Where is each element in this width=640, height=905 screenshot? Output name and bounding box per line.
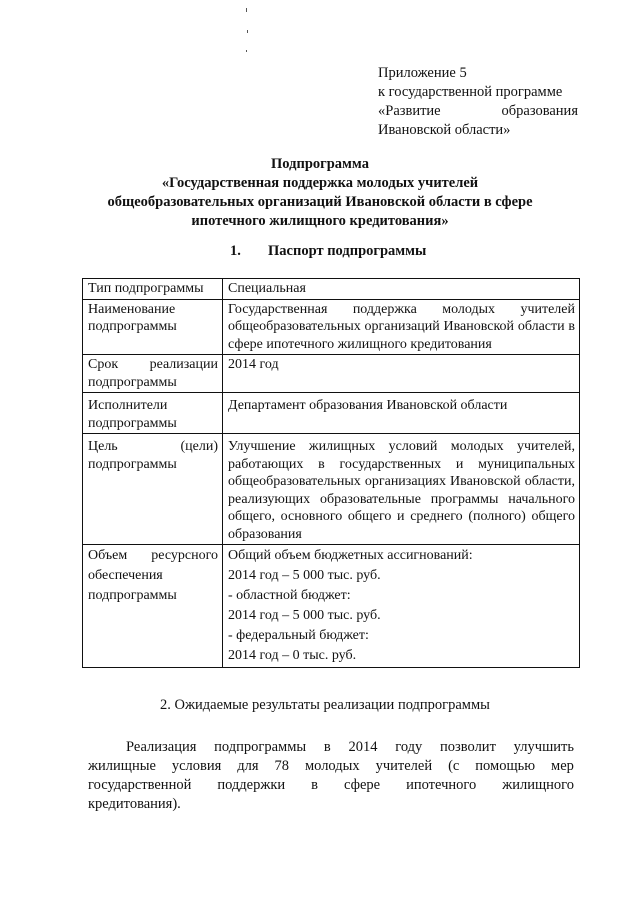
table-row xyxy=(83,545,580,668)
word: поддержки xyxy=(217,777,286,793)
paragraph-line xyxy=(88,738,574,757)
funding-line: Общий объем бюджетных ассигнований: xyxy=(228,548,473,563)
label-line: подпрограммы xyxy=(88,588,177,603)
appendix-region: Ивановской области» xyxy=(378,122,511,138)
row-value: Специальная xyxy=(223,279,580,300)
scan-speck xyxy=(246,8,247,12)
word: в xyxy=(311,777,318,793)
paragraph-line: кредитования). xyxy=(88,796,181,812)
appendix-program-name-line xyxy=(378,102,578,121)
label-line: подпрограммы xyxy=(88,374,177,390)
results-paragraph xyxy=(88,738,574,814)
word: жилищного xyxy=(502,777,574,793)
appendix-number: Приложение 5 xyxy=(378,65,467,81)
table-row xyxy=(83,299,580,355)
funding-line: - федеральный бюджет: xyxy=(228,628,369,643)
row-value: Департамент образования Ивановской области xyxy=(223,393,580,434)
label-word: (цели) xyxy=(180,439,218,454)
word: 2014 xyxy=(348,739,378,755)
label-word: ресурсного xyxy=(151,548,218,563)
word: мер xyxy=(551,758,574,774)
subprogram-title xyxy=(80,155,560,231)
section-number: 1. xyxy=(230,243,241,259)
title-line: ипотечного жилищного кредитования» xyxy=(191,213,449,229)
paragraph-line xyxy=(88,757,574,776)
word: сфере xyxy=(343,777,381,793)
row-label: Исполнители подпрограммы xyxy=(83,393,223,434)
funding-line: 2014 год – 5 000 тыс. руб. xyxy=(228,568,381,583)
row-label xyxy=(83,434,223,545)
row-label xyxy=(83,545,223,668)
word: условия xyxy=(171,758,222,774)
row-label xyxy=(83,355,223,393)
funding-line: - областной бюджет: xyxy=(228,588,351,603)
row-value: Государственная поддержка молодых учителей общеобразовательных организаций Ивановской области в сфере ипотечного жилищного кредитования xyxy=(223,299,580,355)
word: помощью xyxy=(475,758,536,774)
word: улучшить xyxy=(513,739,574,755)
title-line: общеобразовательных организаций Ивановской области в сфере xyxy=(107,194,533,210)
table-row xyxy=(83,434,580,545)
appendix-word: «Развитие xyxy=(378,103,441,119)
table-row xyxy=(83,355,580,393)
word: для xyxy=(237,758,259,774)
row-label: Наименование подпрограммы xyxy=(83,299,223,355)
paragraph-line xyxy=(88,776,574,795)
scan-speck xyxy=(247,30,248,33)
word: позволит xyxy=(440,739,496,755)
word: жилищные xyxy=(88,758,156,774)
appendix-program-ref: к государственной программе xyxy=(378,84,563,100)
word: молодых xyxy=(304,758,360,774)
row-label: Тип подпрограммы xyxy=(83,279,223,300)
word: ипотечного xyxy=(406,777,477,793)
word: 78 xyxy=(274,758,289,774)
word: подпрограммы xyxy=(214,739,307,755)
word: государственной xyxy=(88,777,192,793)
title-line: Подпрограмма xyxy=(271,156,369,172)
word: учителей xyxy=(375,758,433,774)
passport-table xyxy=(82,278,580,668)
table-row xyxy=(83,279,580,300)
row-value xyxy=(223,545,580,668)
scan-speck xyxy=(246,50,247,52)
table-row xyxy=(83,393,580,434)
row-value: Улучшение жилищных условий молодых учителей, работающих в государственных и муниципальных общеобразовательных организациях Ивановской области, реализующих образовательные программы начального общего, основного общего и среднего (полного) общего образования xyxy=(223,434,580,545)
title-line: «Государственная поддержка молодых учителей xyxy=(161,175,479,191)
label-word: Срок xyxy=(88,357,119,372)
section-2-heading: 2. Ожидаемые результаты реализации подпрограммы xyxy=(160,697,490,713)
appendix-word: образования xyxy=(501,103,578,119)
label-line: подпрограммы xyxy=(88,456,177,472)
appendix-header xyxy=(378,64,578,140)
word: Реализация xyxy=(126,739,197,755)
funding-line: 2014 год – 5 000 тыс. руб. xyxy=(228,608,381,623)
label-word: Цель xyxy=(88,439,118,454)
row-value: 2014 год xyxy=(223,355,580,393)
label-word: Объем xyxy=(88,548,128,563)
funding-line: 2014 год – 0 тыс. руб. xyxy=(228,648,357,663)
word: в xyxy=(323,739,331,755)
word: (с xyxy=(448,758,460,774)
label-word: реализации xyxy=(149,357,218,372)
label-line: обеспечения xyxy=(88,568,163,583)
section-title: Паспорт подпрограммы xyxy=(268,243,427,259)
word: году xyxy=(395,739,423,755)
